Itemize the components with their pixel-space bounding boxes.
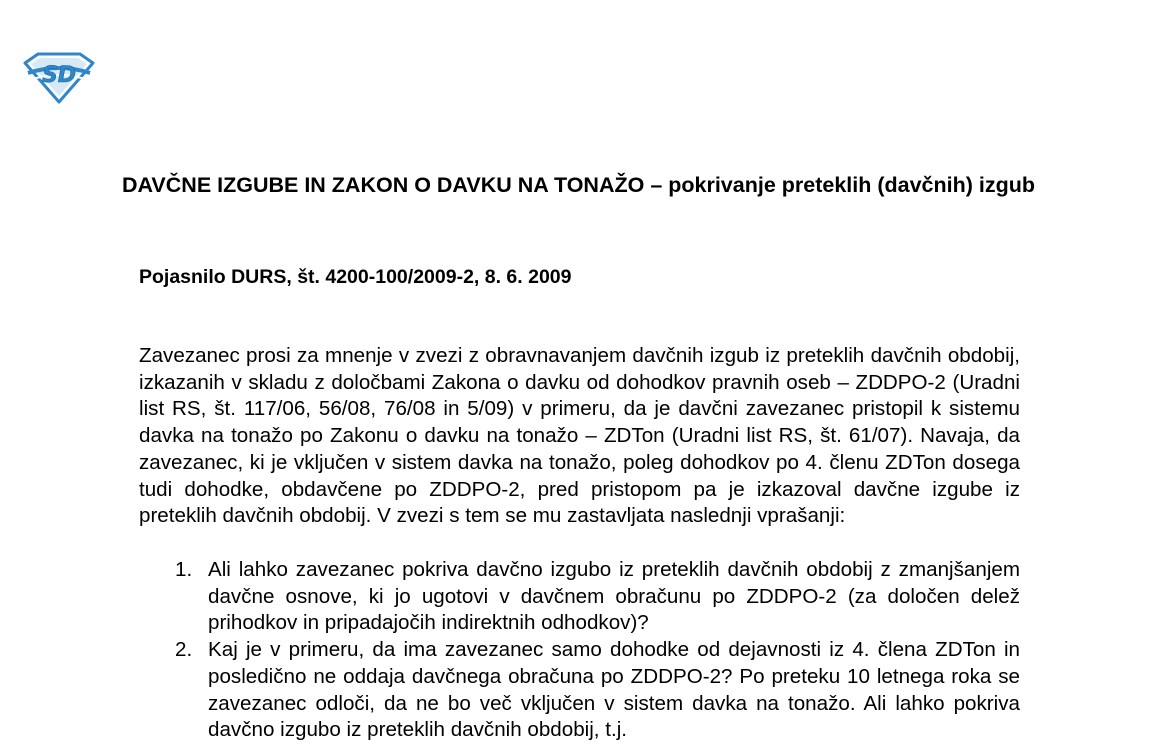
list-item [139, 557, 1020, 637]
question-text: Ali lahko zavezanec pokriva davčno izgubo iz preteklih davčnih obdobij z zmanjšanjem davčne osnove, ki jo ugotovi v davčnem obračunu po ZDDPO-2 (za določen delež prihodkov in pripadajočih indirektnih odhodkov)? [208, 558, 1020, 635]
intro-paragraph: Zavezanec prosi za mnenje v zvezi z obravnavanjem davčnih izgub iz preteklih davčnih obdobij, izkazanih v skladu z določbami Zakona o davku od dohodkov pravnih oseb – ZDDPO-2 (Uradni list RS, št. 117/06, 56/08, 76/08 in 5/09) v primeru, da je davčni zavezanec pristopil k sistemu davka na tonažo po Zakonu o davku na tonažo – ZDTon (Uradni list RS, št. 61/07). Navaja, da zavezanec, ki je vključen v sistem davka na tonažo, poleg dohodkov po 4. členu ZDTon dosega tudi dohodke, obdavčene po ZDDPO-2, pred pristopom pa je izkazoval davčne izgube iz preteklih davčnih obdobij. V zvezi s tem se mu zastavljata naslednji vprašanji: [139, 344, 1020, 528]
question-number: 2. [175, 638, 193, 662]
document-reference: Pojasnilo DURS, št. 4200-100/2009-2, 8. 6. 2009 [139, 266, 572, 288]
question-number: 1. [175, 558, 193, 581]
questions-list [139, 557, 1020, 744]
shield-logo-icon [22, 49, 96, 105]
svg-text:SD: SD [41, 63, 77, 88]
document-title: DAVČNE IZGUBE IN ZAKON O DAVKU NA TONAŽO – pokrivanje preteklih (davčnih) izgub [121, 173, 1036, 197]
list-item [139, 637, 1020, 744]
question-text: Kaj je v primeru, da ima zavezanec samo dohodke od dejavnosti iz 4. člena ZDTon in posledično ne oddaja davčnega obračuna po ZDDPO-2? Po preteku 10 letnega roka se zavezanec odloči, da ne bo več vključen v sistem davka na tonažo. Ali lahko pokriva davčno izgubo iz preteklih davčnih obdobij, t.j. [208, 638, 1020, 742]
